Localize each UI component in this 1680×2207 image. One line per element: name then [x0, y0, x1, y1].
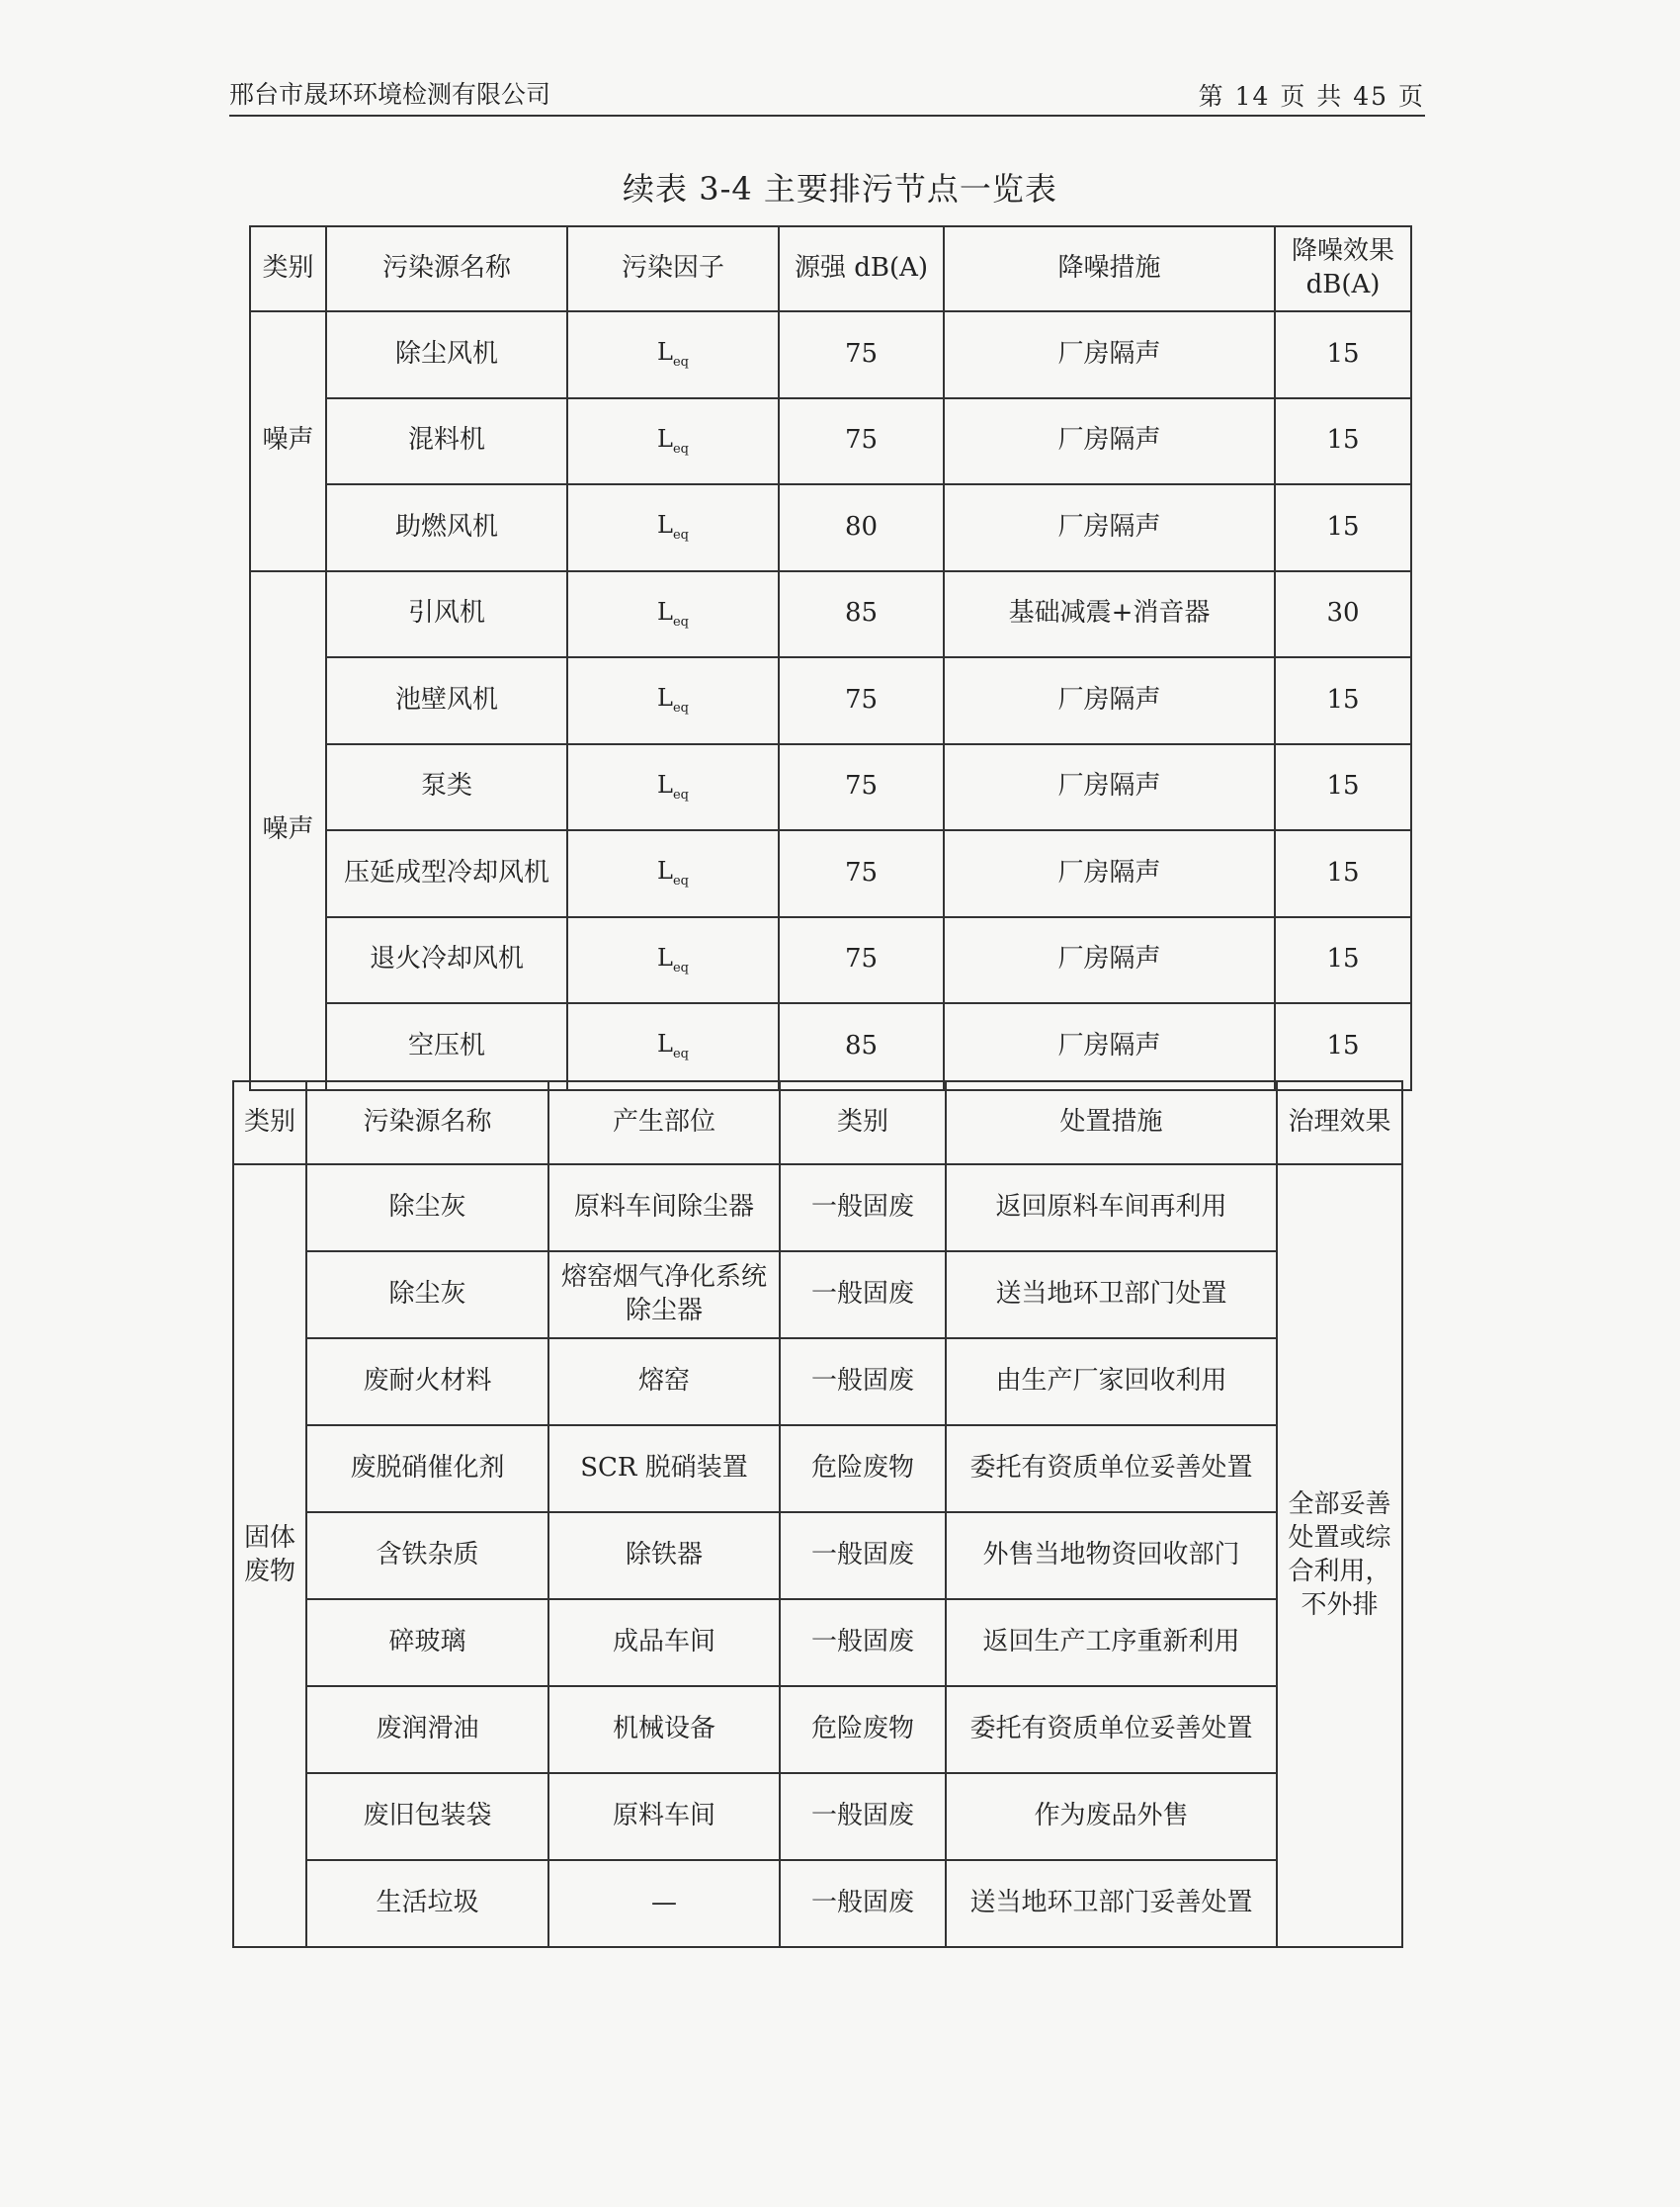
source-name: 废耐火材料	[306, 1338, 548, 1425]
noise-measure: 厂房隔声	[944, 744, 1275, 831]
source-name: 生活垃圾	[306, 1860, 548, 1947]
factor-subscript: eq	[672, 787, 689, 803]
source-strength: 75	[779, 311, 944, 398]
waste-header-row	[233, 1081, 1402, 1164]
factor-base: L	[657, 943, 673, 972]
source-location: —	[548, 1860, 780, 1947]
waste-type: 危险废物	[780, 1425, 946, 1512]
source-name: 池壁风机	[326, 657, 567, 744]
waste-type: 一般固废	[780, 1512, 946, 1599]
table-row	[250, 311, 1411, 398]
factor-base: L	[657, 684, 673, 713]
disposal-measure: 返回生产工序重新利用	[946, 1599, 1277, 1686]
noise-effect: 15	[1275, 484, 1411, 571]
table-row	[233, 1860, 1402, 1947]
disposal-measure: 委托有资质单位妥善处置	[946, 1425, 1277, 1512]
noise-measure: 厂房隔声	[944, 484, 1275, 571]
factor-base: L	[657, 338, 673, 367]
source-location: 熔窑烟气净化系统除尘器	[548, 1251, 780, 1338]
header-cell: 污染因子	[567, 226, 779, 311]
waste-type: 一般固废	[780, 1773, 946, 1860]
factor-base: L	[657, 424, 673, 453]
category-cell: 噪声	[250, 571, 326, 1090]
noise-measure: 厂房隔声	[944, 1003, 1275, 1090]
table-row	[250, 830, 1411, 917]
noise-effect: 15	[1275, 398, 1411, 485]
noise-header-row	[250, 226, 1411, 311]
table-row	[250, 571, 1411, 658]
table-row	[233, 1338, 1402, 1425]
waste-type: 一般固废	[780, 1599, 946, 1686]
noise-measure: 基础减震+消音器	[944, 571, 1275, 658]
source-name: 压延成型冷却风机	[326, 830, 567, 917]
table-row	[233, 1773, 1402, 1860]
table-row	[250, 1003, 1411, 1090]
pollution-factor	[567, 398, 779, 485]
factor-base: L	[657, 857, 673, 886]
category-cell: 固体废物	[233, 1164, 306, 1947]
table-row	[250, 484, 1411, 571]
disposal-measure: 作为废品外售	[946, 1773, 1277, 1860]
waste-type: 一般固废	[780, 1251, 946, 1338]
header-cell: 污染源名称	[326, 226, 567, 311]
noise-measure: 厂房隔声	[944, 917, 1275, 1004]
table-row	[233, 1512, 1402, 1599]
waste-table	[232, 1080, 1403, 1948]
disposal-measure: 外售当地物资回收部门	[946, 1512, 1277, 1599]
source-strength: 85	[779, 1003, 944, 1090]
factor-subscript: eq	[672, 1047, 689, 1062]
source-location: 成品车间	[548, 1599, 780, 1686]
page-number: 第 14 页 共 45 页	[1198, 82, 1425, 111]
source-location: 原料车间除尘器	[548, 1164, 780, 1251]
header-cell: 降噪措施	[944, 226, 1275, 311]
factor-subscript: eq	[672, 701, 689, 717]
noise-measure: 厂房隔声	[944, 830, 1275, 917]
pollution-factor	[567, 830, 779, 917]
waste-type: 一般固废	[780, 1338, 946, 1425]
disposal-measure: 送当地环卫部门处置	[946, 1251, 1277, 1338]
source-location: 除铁器	[548, 1512, 780, 1599]
noise-effect: 30	[1275, 571, 1411, 658]
pollution-factor	[567, 311, 779, 398]
source-name: 废润滑油	[306, 1686, 548, 1773]
table-row	[250, 657, 1411, 744]
source-name: 除尘风机	[326, 311, 567, 398]
table-row	[250, 917, 1411, 1004]
noise-measure: 厂房隔声	[944, 311, 1275, 398]
source-name: 除尘灰	[306, 1251, 548, 1338]
header-cell: 类别	[780, 1081, 946, 1164]
header-cell: 处置措施	[946, 1081, 1277, 1164]
source-name: 泵类	[326, 744, 567, 831]
source-name: 退火冷却风机	[326, 917, 567, 1004]
factor-base: L	[657, 1030, 673, 1059]
category-cell: 噪声	[250, 311, 326, 571]
page-header	[229, 71, 1425, 117]
factor-subscript: eq	[672, 355, 689, 371]
source-name: 空压机	[326, 1003, 567, 1090]
source-name: 引风机	[326, 571, 567, 658]
disposal-measure: 由生产厂家回收利用	[946, 1338, 1277, 1425]
noise-measure: 厂房隔声	[944, 398, 1275, 485]
pollution-factor	[567, 484, 779, 571]
factor-subscript: eq	[672, 441, 689, 457]
header-cell: 类别	[233, 1081, 306, 1164]
header-cell: 治理效果	[1277, 1081, 1402, 1164]
table-row	[233, 1599, 1402, 1686]
factor-subscript: eq	[672, 528, 689, 544]
factor-base: L	[657, 770, 673, 799]
noise-effect: 15	[1275, 744, 1411, 831]
source-name: 废旧包装袋	[306, 1773, 548, 1860]
treatment-effect: 全部妥善处置或综合利用，不外排	[1277, 1164, 1402, 1947]
source-strength: 85	[779, 571, 944, 658]
source-name: 废脱硝催化剂	[306, 1425, 548, 1512]
noise-effect: 15	[1275, 830, 1411, 917]
table-row	[250, 744, 1411, 831]
header-cell: 降噪效果 dB(A)	[1275, 226, 1411, 311]
source-name: 含铁杂质	[306, 1512, 548, 1599]
factor-base: L	[657, 511, 673, 540]
header-cell: 源强 dB(A)	[779, 226, 944, 311]
source-location: 原料车间	[548, 1773, 780, 1860]
table-row	[250, 398, 1411, 485]
table-row	[233, 1164, 1402, 1251]
company-name: 邢台市晟环环境检测有限公司	[229, 80, 551, 109]
waste-type: 一般固废	[780, 1860, 946, 1947]
factor-subscript: eq	[672, 960, 689, 976]
noise-table	[249, 225, 1412, 1091]
factor-subscript: eq	[672, 614, 689, 630]
header-cell: 产生部位	[548, 1081, 780, 1164]
noise-effect: 15	[1275, 311, 1411, 398]
disposal-measure: 送当地环卫部门妥善处置	[946, 1860, 1277, 1947]
source-name: 混料机	[326, 398, 567, 485]
source-location: 熔窑	[548, 1338, 780, 1425]
noise-effect: 15	[1275, 917, 1411, 1004]
source-strength: 75	[779, 398, 944, 485]
waste-type: 一般固废	[780, 1164, 946, 1251]
pollution-factor	[567, 744, 779, 831]
source-name: 除尘灰	[306, 1164, 548, 1251]
header-cell: 类别	[250, 226, 326, 311]
source-strength: 75	[779, 744, 944, 831]
source-strength: 75	[779, 657, 944, 744]
source-strength: 75	[779, 917, 944, 1004]
noise-effect: 15	[1275, 1003, 1411, 1090]
source-location: 机械设备	[548, 1686, 780, 1773]
table-row	[233, 1251, 1402, 1338]
noise-effect: 15	[1275, 657, 1411, 744]
factor-subscript: eq	[672, 874, 689, 890]
source-location: SCR 脱硝装置	[548, 1425, 780, 1512]
noise-measure: 厂房隔声	[944, 657, 1275, 744]
disposal-measure: 返回原料车间再利用	[946, 1164, 1277, 1251]
factor-base: L	[657, 597, 673, 626]
source-strength: 80	[779, 484, 944, 571]
table-title: 续表 3-4 主要排污节点一览表	[623, 170, 1057, 208]
source-name: 助燃风机	[326, 484, 567, 571]
header-cell: 污染源名称	[306, 1081, 548, 1164]
table-row	[233, 1425, 1402, 1512]
pollution-factor	[567, 571, 779, 658]
source-name: 碎玻璃	[306, 1599, 548, 1686]
pollution-factor	[567, 1003, 779, 1090]
source-strength: 75	[779, 830, 944, 917]
pollution-factor	[567, 917, 779, 1004]
disposal-measure: 委托有资质单位妥善处置	[946, 1686, 1277, 1773]
waste-type: 危险废物	[780, 1686, 946, 1773]
pollution-factor	[567, 657, 779, 744]
table-row	[233, 1686, 1402, 1773]
